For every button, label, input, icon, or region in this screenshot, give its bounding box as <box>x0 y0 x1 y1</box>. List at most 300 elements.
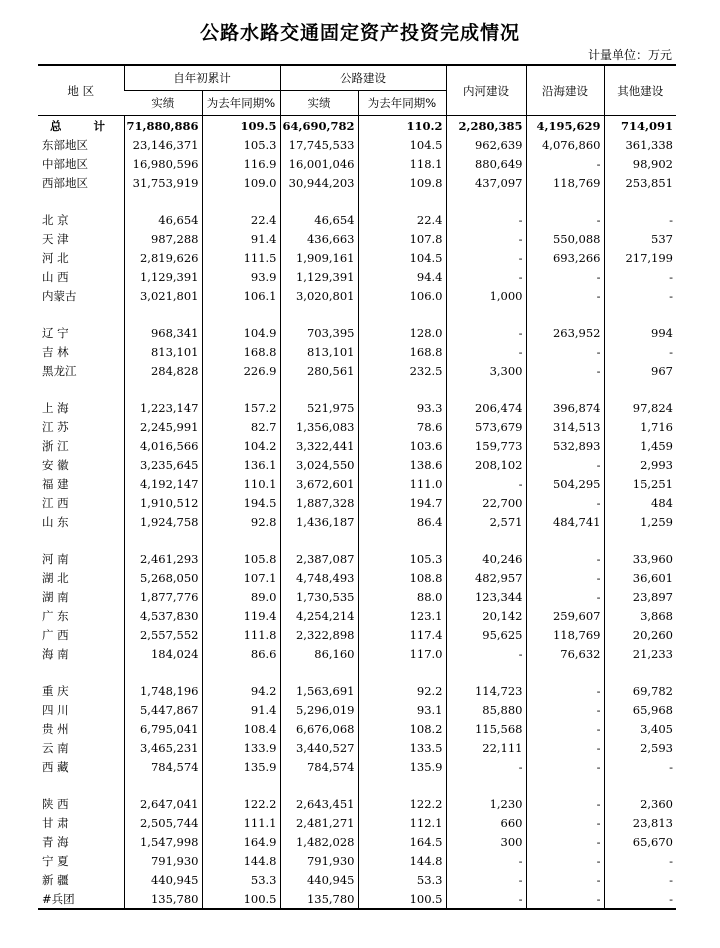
highway-actual-cell: 64,690,782 <box>280 116 358 136</box>
table-row <box>38 606 676 625</box>
region-name: 江 西 <box>42 495 69 510</box>
other-cell: 23,897 <box>604 587 676 606</box>
other-cell: 3,405 <box>604 719 676 738</box>
cumulative-yoy-cell: 157.2 <box>202 398 280 417</box>
cumulative-yoy-cell: 105.3 <box>202 135 280 154</box>
cumulative-actual-cell: 440,945 <box>124 870 202 889</box>
highway-actual-cell: 440,945 <box>280 870 358 889</box>
table-row <box>38 700 676 719</box>
table-row <box>38 757 676 776</box>
region-name: 云 南 <box>42 740 69 755</box>
region-name: 广 东 <box>42 608 69 623</box>
table-row <box>38 398 676 417</box>
region-name: 甘 肃 <box>42 815 69 830</box>
table-row <box>38 474 676 493</box>
cumulative-yoy-cell: 109.5 <box>202 116 280 136</box>
highway-actual-cell: 3,024,550 <box>280 455 358 474</box>
spacer-cell <box>202 663 280 681</box>
coastal-cell: - <box>526 493 604 512</box>
spacer-cell <box>526 192 604 210</box>
highway-actual-cell: 791,930 <box>280 851 358 870</box>
region-name: 总 计 <box>50 118 120 133</box>
inland-cell: 2,571 <box>446 512 526 531</box>
cumulative-actual-cell: 987,288 <box>124 229 202 248</box>
region-name: 中部地区 <box>42 156 88 171</box>
highway-actual-cell: 1,436,187 <box>280 512 358 531</box>
region-name: 福 建 <box>42 476 69 491</box>
coastal-cell: 550,088 <box>526 229 604 248</box>
cumulative-actual-cell: 791,930 <box>124 851 202 870</box>
highway-actual-cell: 16,001,046 <box>280 154 358 173</box>
highway-actual-cell: 2,322,898 <box>280 625 358 644</box>
cumulative-actual-cell: 3,465,231 <box>124 738 202 757</box>
spacer-cell <box>446 380 526 398</box>
highway-yoy-cell: 104.5 <box>358 248 446 267</box>
cumulative-yoy-cell: 110.1 <box>202 474 280 493</box>
region-name: 北 京 <box>42 212 69 227</box>
cumulative-actual-cell: 1,547,998 <box>124 832 202 851</box>
other-cell: 714,091 <box>604 116 676 136</box>
highway-actual-cell: 784,574 <box>280 757 358 776</box>
highway-yoy-cell: 93.1 <box>358 700 446 719</box>
other-cell: 2,993 <box>604 455 676 474</box>
table-row <box>38 417 676 436</box>
inland-cell: - <box>446 323 526 342</box>
highway-actual-cell: 30,944,203 <box>280 173 358 192</box>
cumulative-actual-cell: 1,129,391 <box>124 267 202 286</box>
other-cell: - <box>604 267 676 286</box>
cumulative-yoy-cell: 116.9 <box>202 154 280 173</box>
region-name: 辽 宁 <box>42 325 69 340</box>
inland-cell: 114,723 <box>446 681 526 700</box>
highway-yoy-cell: 22.4 <box>358 210 446 229</box>
coastal-cell: 396,874 <box>526 398 604 417</box>
table-row <box>38 135 676 154</box>
other-cell: 1,716 <box>604 417 676 436</box>
region-name: 东部地区 <box>42 137 88 152</box>
header-other: 其他建设 <box>604 65 676 116</box>
cumulative-yoy-cell: 122.2 <box>202 794 280 813</box>
cumulative-actual-cell: 1,910,512 <box>124 493 202 512</box>
header-region: 地 区 <box>38 65 124 116</box>
other-cell: - <box>604 889 676 909</box>
investment-table <box>38 64 676 910</box>
other-cell: - <box>604 757 676 776</box>
inland-cell: 962,639 <box>446 135 526 154</box>
highway-yoy-cell: 109.8 <box>358 173 446 192</box>
table-row <box>38 286 676 305</box>
highway-actual-cell: 1,730,535 <box>280 587 358 606</box>
spacer-cell <box>358 380 446 398</box>
other-cell: 484 <box>604 493 676 512</box>
spacer-cell <box>280 380 358 398</box>
highway-yoy-cell: 86.4 <box>358 512 446 531</box>
spacer-cell <box>526 380 604 398</box>
cumulative-yoy-cell: 111.5 <box>202 248 280 267</box>
highway-yoy-cell: 104.5 <box>358 135 446 154</box>
other-cell: 1,459 <box>604 436 676 455</box>
highway-actual-cell: 1,482,028 <box>280 832 358 851</box>
highway-actual-cell: 703,395 <box>280 323 358 342</box>
highway-yoy-cell: 110.2 <box>358 116 446 136</box>
inland-cell: - <box>446 229 526 248</box>
highway-actual-cell: 3,440,527 <box>280 738 358 757</box>
cumulative-actual-cell: 6,795,041 <box>124 719 202 738</box>
coastal-cell: - <box>526 700 604 719</box>
highway-actual-cell: 4,748,493 <box>280 568 358 587</box>
inland-cell: 300 <box>446 832 526 851</box>
spacer-cell <box>358 776 446 794</box>
header-cumulative-actual: 实绩 <box>124 91 202 116</box>
cumulative-actual-cell: 284,828 <box>124 361 202 380</box>
cumulative-yoy-cell: 108.4 <box>202 719 280 738</box>
spacer-cell <box>38 531 124 549</box>
spacer-cell <box>38 305 124 323</box>
coastal-cell: - <box>526 210 604 229</box>
highway-yoy-cell: 144.8 <box>358 851 446 870</box>
highway-actual-cell: 17,745,533 <box>280 135 358 154</box>
other-cell: - <box>604 210 676 229</box>
cumulative-actual-cell: 135,780 <box>124 889 202 909</box>
highway-yoy-cell: 100.5 <box>358 889 446 909</box>
spacer-cell <box>124 192 202 210</box>
table-row <box>38 644 676 663</box>
cumulative-actual-cell: 1,924,758 <box>124 512 202 531</box>
other-cell: - <box>604 286 676 305</box>
highway-actual-cell: 135,780 <box>280 889 358 909</box>
inland-cell: 95,625 <box>446 625 526 644</box>
coastal-cell: 504,295 <box>526 474 604 493</box>
table-row <box>38 719 676 738</box>
table-row <box>38 870 676 889</box>
highway-yoy-cell: 112.1 <box>358 813 446 832</box>
cumulative-actual-cell: 784,574 <box>124 757 202 776</box>
inland-cell: 3,300 <box>446 361 526 380</box>
other-cell: 253,851 <box>604 173 676 192</box>
spacer-cell <box>604 663 676 681</box>
other-cell: - <box>604 851 676 870</box>
inland-cell: 22,111 <box>446 738 526 757</box>
highway-yoy-cell: 122.2 <box>358 794 446 813</box>
cumulative-yoy-cell: 105.8 <box>202 549 280 568</box>
region-name: 黑龙江 <box>42 363 77 378</box>
spacer-cell <box>358 192 446 210</box>
other-cell: 65,968 <box>604 700 676 719</box>
spacer-row <box>38 663 676 681</box>
other-cell: 65,670 <box>604 832 676 851</box>
cumulative-actual-cell: 31,753,919 <box>124 173 202 192</box>
highway-yoy-cell: 232.5 <box>358 361 446 380</box>
spacer-cell <box>280 663 358 681</box>
other-cell: 97,824 <box>604 398 676 417</box>
total-row <box>38 116 676 136</box>
coastal-cell: - <box>526 870 604 889</box>
cumulative-yoy-cell: 164.9 <box>202 832 280 851</box>
spacer-cell <box>124 663 202 681</box>
cumulative-actual-cell: 1,877,776 <box>124 587 202 606</box>
highway-actual-cell: 4,254,214 <box>280 606 358 625</box>
other-cell: 537 <box>604 229 676 248</box>
cumulative-actual-cell: 2,505,744 <box>124 813 202 832</box>
cumulative-yoy-cell: 136.1 <box>202 455 280 474</box>
inland-cell: - <box>446 870 526 889</box>
highway-actual-cell: 3,322,441 <box>280 436 358 455</box>
highway-actual-cell: 5,296,019 <box>280 700 358 719</box>
inland-cell: - <box>446 342 526 361</box>
spacer-cell <box>526 531 604 549</box>
region-name: 山 东 <box>42 514 69 529</box>
header-highway-yoy: 为去年同期% <box>358 91 446 116</box>
spacer-cell <box>358 305 446 323</box>
cumulative-actual-cell: 46,654 <box>124 210 202 229</box>
cumulative-yoy-cell: 194.5 <box>202 493 280 512</box>
page-title: 公路水路交通固定资产投资完成情况 <box>199 22 520 44</box>
highway-yoy-cell: 107.8 <box>358 229 446 248</box>
highway-actual-cell: 1,563,691 <box>280 681 358 700</box>
highway-yoy-cell: 128.0 <box>358 323 446 342</box>
table-row <box>38 210 676 229</box>
other-cell: 69,782 <box>604 681 676 700</box>
table-row <box>38 832 676 851</box>
other-cell: 2,593 <box>604 738 676 757</box>
spacer-cell <box>202 531 280 549</box>
coastal-cell: - <box>526 832 604 851</box>
highway-actual-cell: 3,672,601 <box>280 474 358 493</box>
cumulative-actual-cell: 813,101 <box>124 342 202 361</box>
table-row <box>38 851 676 870</box>
region-name: 贵 州 <box>42 721 69 736</box>
spacer-cell <box>604 192 676 210</box>
region-name: 宁 夏 <box>42 853 69 868</box>
table-row <box>38 323 676 342</box>
cumulative-actual-cell: 4,016,566 <box>124 436 202 455</box>
other-cell: 36,601 <box>604 568 676 587</box>
region-name: 上 海 <box>42 400 69 415</box>
cumulative-actual-cell: 4,192,147 <box>124 474 202 493</box>
coastal-cell: 118,769 <box>526 625 604 644</box>
highway-actual-cell: 2,643,451 <box>280 794 358 813</box>
spacer-cell <box>280 776 358 794</box>
inland-cell: - <box>446 210 526 229</box>
table-body <box>38 116 676 910</box>
coastal-cell: - <box>526 267 604 286</box>
coastal-cell: 118,769 <box>526 173 604 192</box>
highway-yoy-cell: 78.6 <box>358 417 446 436</box>
inland-cell: 2,280,385 <box>446 116 526 136</box>
spacer-cell <box>38 192 124 210</box>
coastal-cell: - <box>526 154 604 173</box>
inland-cell: 880,649 <box>446 154 526 173</box>
highway-yoy-cell: 135.9 <box>358 757 446 776</box>
other-cell: 967 <box>604 361 676 380</box>
cumulative-actual-cell: 2,819,626 <box>124 248 202 267</box>
highway-yoy-cell: 111.0 <box>358 474 446 493</box>
coastal-cell: - <box>526 757 604 776</box>
table-row <box>38 587 676 606</box>
table-row <box>38 625 676 644</box>
cumulative-yoy-cell: 86.6 <box>202 644 280 663</box>
coastal-cell: - <box>526 455 604 474</box>
region-name: 浙 江 <box>42 438 69 453</box>
coastal-cell: - <box>526 361 604 380</box>
cumulative-yoy-cell: 82.7 <box>202 417 280 436</box>
header-cumulative: 自年初累计 <box>124 65 280 91</box>
spacer-cell <box>446 305 526 323</box>
region-name: 四 川 <box>42 702 69 717</box>
table-row <box>38 681 676 700</box>
spacer-row <box>38 192 676 210</box>
coastal-cell: - <box>526 851 604 870</box>
cumulative-yoy-cell: 109.0 <box>202 173 280 192</box>
table-row <box>38 229 676 248</box>
table-row <box>38 154 676 173</box>
region-name: 湖 北 <box>42 570 69 585</box>
table-row <box>38 436 676 455</box>
region-name: 青 海 <box>42 834 69 849</box>
cumulative-yoy-cell: 226.9 <box>202 361 280 380</box>
spacer-cell <box>202 305 280 323</box>
highway-yoy-cell: 168.8 <box>358 342 446 361</box>
cumulative-actual-cell: 71,880,886 <box>124 116 202 136</box>
other-cell: 2,360 <box>604 794 676 813</box>
cumulative-yoy-cell: 94.2 <box>202 681 280 700</box>
table-row <box>38 361 676 380</box>
region-name: 新 疆 <box>42 872 69 887</box>
table-row <box>38 267 676 286</box>
spacer-cell <box>38 380 124 398</box>
cumulative-actual-cell: 2,557,552 <box>124 625 202 644</box>
spacer-cell <box>604 380 676 398</box>
spacer-cell <box>446 663 526 681</box>
highway-actual-cell: 6,676,068 <box>280 719 358 738</box>
table-row <box>38 248 676 267</box>
inland-cell: - <box>446 851 526 870</box>
coastal-cell: 4,195,629 <box>526 116 604 136</box>
cumulative-yoy-cell: 53.3 <box>202 870 280 889</box>
header-highway-actual: 实绩 <box>280 91 358 116</box>
table-row <box>38 493 676 512</box>
highway-actual-cell: 2,481,271 <box>280 813 358 832</box>
highway-yoy-cell: 88.0 <box>358 587 446 606</box>
region-name: 内蒙古 <box>42 288 77 303</box>
highway-actual-cell: 2,387,087 <box>280 549 358 568</box>
region-name: 西 藏 <box>42 759 69 774</box>
cumulative-actual-cell: 16,980,596 <box>124 154 202 173</box>
cumulative-actual-cell: 5,447,867 <box>124 700 202 719</box>
region-name: 广 西 <box>42 627 69 642</box>
spacer-cell <box>446 192 526 210</box>
region-name: 河 南 <box>42 551 69 566</box>
spacer-cell <box>526 305 604 323</box>
inland-cell: - <box>446 248 526 267</box>
table-row <box>38 889 676 909</box>
other-cell: 21,233 <box>604 644 676 663</box>
inland-cell: 159,773 <box>446 436 526 455</box>
table-row <box>38 512 676 531</box>
spacer-cell <box>202 776 280 794</box>
cumulative-yoy-cell: 91.4 <box>202 229 280 248</box>
highway-yoy-cell: 117.4 <box>358 625 446 644</box>
cumulative-yoy-cell: 91.4 <box>202 700 280 719</box>
region-name: 重 庆 <box>42 683 69 698</box>
other-cell: 33,960 <box>604 549 676 568</box>
cumulative-yoy-cell: 144.8 <box>202 851 280 870</box>
coastal-cell: - <box>526 889 604 909</box>
coastal-cell: 693,266 <box>526 248 604 267</box>
inland-cell: 20,142 <box>446 606 526 625</box>
coastal-cell: 76,632 <box>526 644 604 663</box>
spacer-cell <box>526 663 604 681</box>
header-cumulative-yoy: 为去年同期% <box>202 91 280 116</box>
cumulative-actual-cell: 5,268,050 <box>124 568 202 587</box>
unit-label: 计量单位：万元 <box>587 48 672 62</box>
table-row <box>38 455 676 474</box>
table-row <box>38 549 676 568</box>
spacer-cell <box>202 380 280 398</box>
inland-cell: 208,102 <box>446 455 526 474</box>
cumulative-yoy-cell: 168.8 <box>202 342 280 361</box>
inland-cell: 22,700 <box>446 493 526 512</box>
header-highway: 公路建设 <box>280 65 446 91</box>
coastal-cell: 263,952 <box>526 323 604 342</box>
spacer-cell <box>38 663 124 681</box>
highway-actual-cell: 1,129,391 <box>280 267 358 286</box>
highway-actual-cell: 1,887,328 <box>280 493 358 512</box>
spacer-cell <box>358 663 446 681</box>
spacer-cell <box>446 776 526 794</box>
coastal-cell: - <box>526 568 604 587</box>
inland-cell: 206,474 <box>446 398 526 417</box>
highway-actual-cell: 1,909,161 <box>280 248 358 267</box>
cumulative-yoy-cell: 111.8 <box>202 625 280 644</box>
cumulative-actual-cell: 2,461,293 <box>124 549 202 568</box>
highway-actual-cell: 86,160 <box>280 644 358 663</box>
inland-cell: - <box>446 644 526 663</box>
other-cell: 98,902 <box>604 154 676 173</box>
other-cell: 361,338 <box>604 135 676 154</box>
highway-yoy-cell: 118.1 <box>358 154 446 173</box>
cumulative-actual-cell: 968,341 <box>124 323 202 342</box>
region-name: 湖 南 <box>42 589 69 604</box>
spacer-cell <box>124 531 202 549</box>
highway-yoy-cell: 108.2 <box>358 719 446 738</box>
cumulative-yoy-cell: 135.9 <box>202 757 280 776</box>
cumulative-yoy-cell: 106.1 <box>202 286 280 305</box>
highway-actual-cell: 521,975 <box>280 398 358 417</box>
cumulative-actual-cell: 4,537,830 <box>124 606 202 625</box>
coastal-cell: - <box>526 794 604 813</box>
highway-yoy-cell: 117.0 <box>358 644 446 663</box>
inland-cell: 123,344 <box>446 587 526 606</box>
spacer-cell <box>604 531 676 549</box>
other-cell: 23,813 <box>604 813 676 832</box>
table-row <box>38 738 676 757</box>
highway-actual-cell: 46,654 <box>280 210 358 229</box>
highway-yoy-cell: 53.3 <box>358 870 446 889</box>
coastal-cell: - <box>526 286 604 305</box>
spacer-cell <box>526 776 604 794</box>
region-name: #兵团 <box>38 889 124 909</box>
highway-yoy-cell: 93.3 <box>358 398 446 417</box>
coastal-cell: 532,893 <box>526 436 604 455</box>
region-name: 山 西 <box>42 269 69 284</box>
region-name: 西部地区 <box>42 175 88 190</box>
inland-cell: - <box>446 267 526 286</box>
spacer-cell <box>446 531 526 549</box>
cumulative-yoy-cell: 93.9 <box>202 267 280 286</box>
cumulative-yoy-cell: 104.2 <box>202 436 280 455</box>
highway-yoy-cell: 106.0 <box>358 286 446 305</box>
